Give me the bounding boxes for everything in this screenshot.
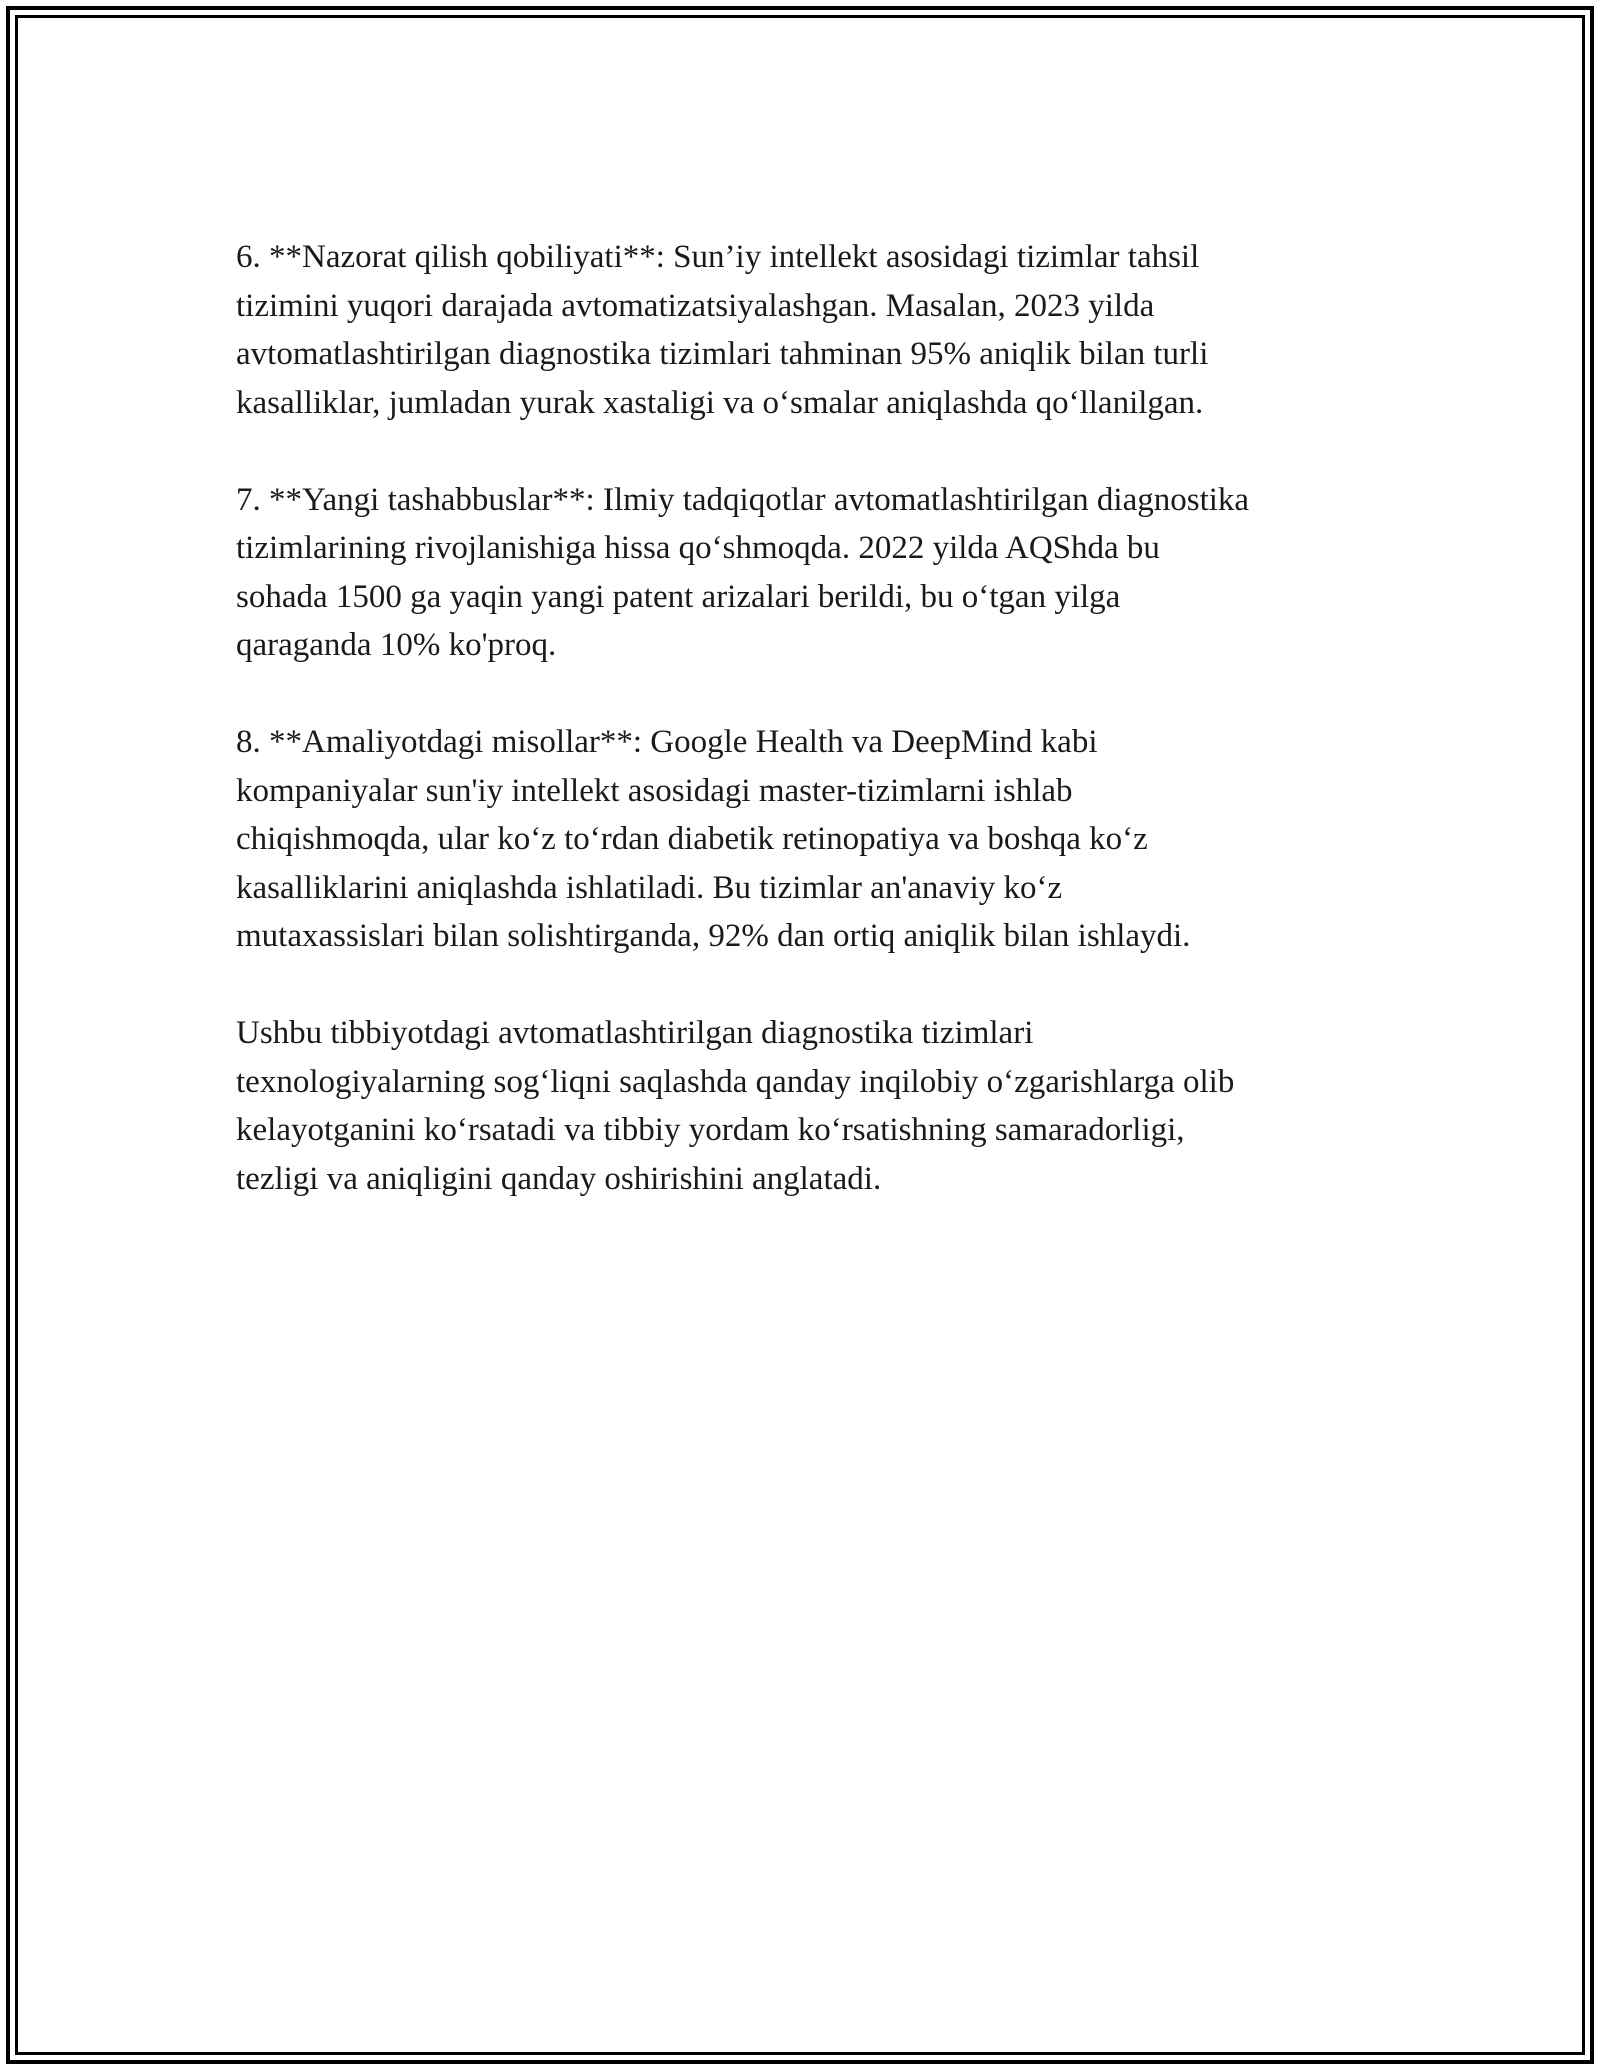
paragraph-item-6: 6. **Nazorat qilish qobiliyati**: Sun’iy intellekt asosidagi tizimlar tahsil tizimini yuqori darajada avtomatizatsiyalashgan. Masalan, 2023 yilda avtomatlashtirilgan diagnostika tizimlari tahminan 95% aniqlik bilan turli kasalliklar, jumladan yurak xastaligi va o‘smalar aniqlashda qo‘llanilgan. [236, 239, 1209, 421]
paragraph-item-7: 7. **Yangi tashabbuslar**: Ilmiy tadqiqotlar avtomatlashtirilgan diagnostika tizimlarining rivojlanishiga hissa qo‘shmoqda. 2022 yilda AQShda bu sohada 1500 ga yaqin yangi patent arizalari berildi, bu o‘tgan yilga qaraganda 10% ko'proq. [236, 481, 1250, 663]
document-body [236, 233, 1376, 1252]
paragraph-conclusion: Ushbu tibbiyotdagi avtomatlashtirilgan diagnostika tizimlari texnologiyalarning sog‘liqni saqlashda qanday inqilobiy o‘zgarishlarga olib kelayotganini ko‘rsatadi va tibbiy yordam ko‘rsatishning samaradorligi, tezligi va aniqligini qanday oshirishini anglatadi. [236, 1015, 1235, 1197]
paragraph-item-8: 8. **Amaliyotdagi misollar**: Google Health va DeepMind kabi kompaniyalar sun'iy intellekt asosidagi master-tizimlarni ishlab chiqishmoqda, ular ko‘z to‘rdan diabetik retinopatiya va boshqa ko‘z kasalliklarini aniqlashda ishlatiladi. Bu tizimlar an'anaviy ko‘z mutaxassislari bilan solishtirganda, 92% dan ortiq aniqlik bilan ishlaydi. [236, 724, 1191, 954]
